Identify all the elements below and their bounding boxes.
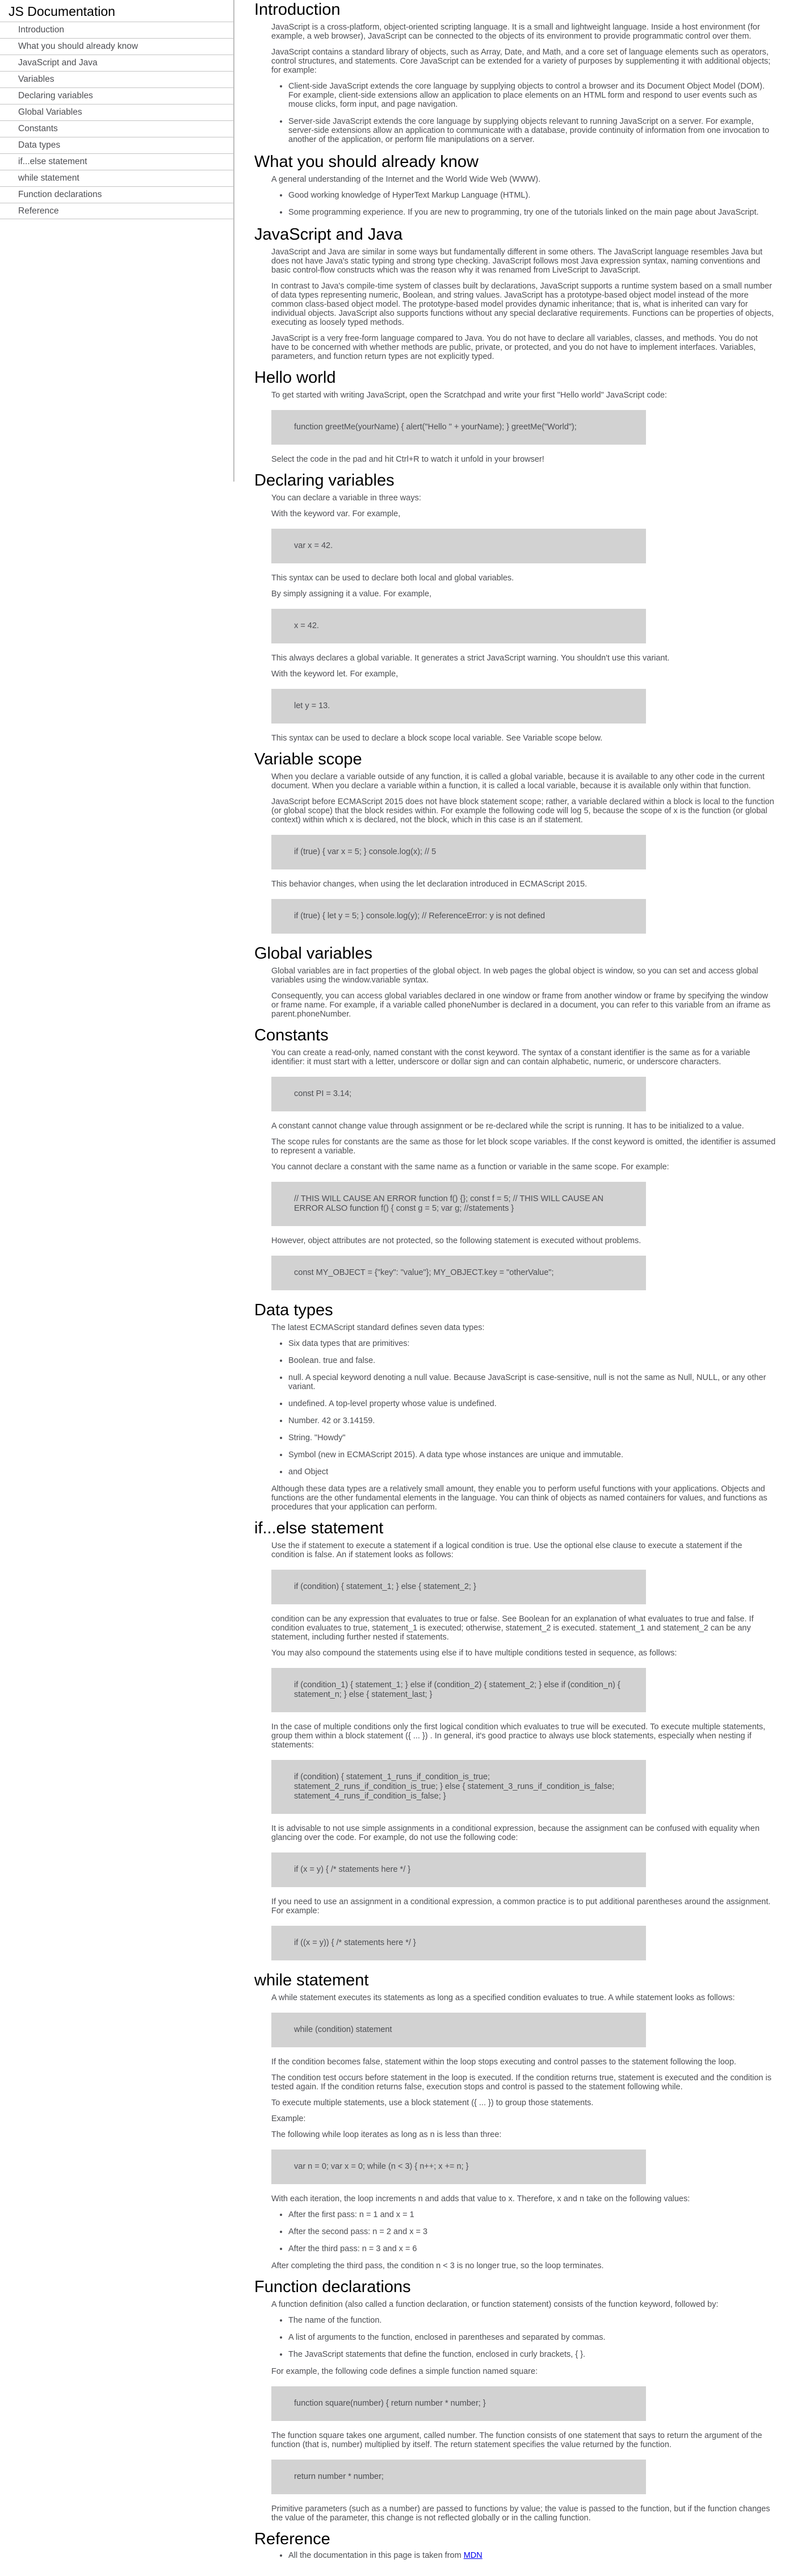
- paragraph: The condition test occurs before statement in the loop is executed. If the condition returns true, statement is executed and the condition is tested again. If the condition returns false, execution stops and control is passed to the statement following while.: [271, 2073, 771, 2092]
- paragraph: This syntax can be used to declare a block scope local variable. See Variable scope below.: [271, 734, 603, 743]
- paragraph: For example, the following code defines a simple function named square:: [271, 2367, 538, 2376]
- list-item: • String. "Howdy": [288, 1433, 777, 1442]
- list-item: • Server-side JavaScript extends the core language by supplying objects relevant to running JavaScript on a server. For example, server-side extensions allow an application to communicate with a database, provide continuity of information from one invocation to another of the application, or perform file manipulations on a server.: [288, 117, 777, 144]
- paragraph: JavaScript is a cross-platform, object-oriented scripting language. It is a small and lightweight language. Inside a host environment (for example, a web browser), JavaScript can be connected to the objects of its environment to provide programmatic control over them.: [271, 23, 760, 41]
- section-title: if...else statement: [254, 1519, 384, 1537]
- list-item: • The name of the function.: [288, 2316, 777, 2325]
- main-doc: [254, 0, 777, 2568]
- paragraph: Select the code in the pad and hit Ctrl+R to watch it unfold in your browser!: [271, 455, 544, 464]
- paragraph: Consequently, you can access global variables declared in one window or frame from another window or frame by specifying the window or frame name. For example, if a variable called phoneNumber is declared in a document, you can refer to this variable from an iframe as parent.phoneNumber.: [271, 992, 771, 1019]
- paragraph: To get started with writing JavaScript, open the Scratchpad and write your first "Hello world" JavaScript code:: [271, 391, 667, 400]
- nav-link-constants[interactable]: Constants: [0, 120, 233, 137]
- paragraph: This behavior changes, when using the let declaration introduced in ECMAScript 2015.: [271, 880, 588, 889]
- paragraph: JavaScript before ECMAScript 2015 does not have block statement scope; rather, a variable declared within a block is local to the function (or global scope) that the block resides within. For example the following code will log 5, because the scope of x is the function (or global context) within which x is declared, not the block, which in this case is an if statement.: [271, 797, 774, 825]
- list-item: • undefined. A top-level property whose value is undefined.: [288, 1399, 777, 1408]
- section-javascript-and-java: [254, 225, 777, 361]
- navbar: [0, 0, 234, 482]
- paragraph: In contrast to Java's compile-time system of classes built by declarations, JavaScript supports a runtime system based on a small number of data types representing numeric, Boolean, and string values. JavaScript has a prototype-based object model instead of the more common class-based object model. The prototype-based model provides dynamic inheritance; that is, what is inherited can vary for individual objects. JavaScript also supports functions without any special declarative requirements. Functions can be properties of objects, executing as loosely typed methods.: [271, 282, 774, 327]
- nav-link-javascript-and-java[interactable]: JavaScript and Java: [0, 55, 233, 71]
- section-function-declarations: [254, 2277, 777, 2523]
- section-title: Introduction: [254, 1, 341, 19]
- nav-list: [0, 22, 233, 219]
- paragraph: You may also compound the statements using else if to have multiple conditions tested in sequence, as follows:: [271, 1649, 677, 1658]
- paragraph: If you need to use an assignment in a conditional expression, a common practice is to put additional parentheses around the assignment. For example:: [271, 1897, 771, 1916]
- nav-link-variables[interactable]: Variables: [0, 71, 233, 87]
- list-item: • The JavaScript statements that define the function, enclosed in curly brackets, { }.: [288, 2350, 777, 2359]
- list-item: • After the third pass: n = 3 and x = 6: [288, 2244, 777, 2253]
- section-global-variables: [254, 944, 777, 1019]
- paragraph: With each iteration, the loop increments n and adds that value to x. Therefore, x and n take on the following values:: [271, 2194, 690, 2203]
- section-constants: [254, 1026, 777, 1290]
- paragraph: The following while loop iterates as long as n is less than three:: [271, 2130, 502, 2139]
- code-block: if (condition) { statement_1; } else { statement_2; }: [271, 1570, 646, 1604]
- bullet-list: [271, 1339, 777, 1477]
- paragraph: JavaScript and Java are similar in some ways but fundamentally different in some others. The JavaScript language resembles Java but does not have Java's static typing and strong type checking. JavaScript follows most Java expression syntax, naming conventions and basic control-flow constructs which was the reason why it was renamed from LiveScript to JavaScript.: [271, 248, 763, 275]
- bullet-list: [271, 2210, 777, 2253]
- code-block: if (true) { var x = 5; } console.log(x); // 5: [271, 835, 646, 869]
- paragraph: JavaScript is a very free-form language compared to Java. You do not have to declare all variables, classes, and methods. You do not have to be concerned with whether methods are public, private, or protected, and you do not have to implement interfaces. Variables, parameters, and function return types are not explicitly typed.: [271, 334, 758, 361]
- section-title: What you should already know: [254, 153, 479, 171]
- paragraph: JavaScript contains a standard library of objects, such as Array, Date, and Math, and a core set of language elements such as operators, control structures, and statements. Core JavaScript can be extended for a variety of purposes by supplementing it with additional objects; for example:: [271, 48, 771, 75]
- section-hello-world: [254, 368, 777, 464]
- code-block: function square(number) { return number * number; }: [271, 2386, 646, 2421]
- section-title: Constants: [254, 1026, 329, 1044]
- paragraph: Although these data types are a relatively small amount, they enable you to perform useful functions with your applications. Objects and functions are the other fundamental elements in the language. You can think of objects as named containers for values, and functions as procedures that your application can perform.: [271, 1484, 767, 1512]
- code-block: let y = 13.: [271, 689, 646, 724]
- nav-link-data-types[interactable]: Data types: [0, 137, 233, 153]
- section-reference: [254, 2529, 777, 2560]
- nav-link-global-variables[interactable]: Global Variables: [0, 104, 233, 120]
- list-item: • A list of arguments to the function, enclosed in parentheses and separated by commas.: [288, 2333, 777, 2342]
- code-block: if ((x = y)) { /* statements here */ }: [271, 1926, 646, 1960]
- paragraph: With the keyword var. For example,: [271, 509, 401, 518]
- paragraph: The latest ECMAScript standard defines seven data types:: [271, 1323, 485, 1332]
- list-item: • null. A special keyword denoting a null value. Because JavaScript is case-sensitive, null is not the same as Null, NULL, or any other variant.: [288, 1373, 777, 1391]
- nav-link-introduction[interactable]: Introduction: [0, 22, 233, 38]
- list-item: • Six data types that are primitives:: [288, 1339, 777, 1348]
- nav-link-if-else-statement[interactable]: if...else statement: [0, 153, 233, 170]
- paragraph: This always declares a global variable. It generates a strict JavaScript warning. You shouldn't use this variant.: [271, 654, 670, 663]
- nav-link-what-you-should-already-know[interactable]: What you should already know: [0, 38, 233, 55]
- section-while-statement: [254, 1971, 777, 2270]
- paragraph: Global variables are in fact properties of the global object. In web pages the global object is window, so you can set and access global variables using the window.variable syntax.: [271, 967, 758, 985]
- section-what-you-should-already-know: [254, 152, 777, 217]
- section-variable-scope: [254, 750, 777, 934]
- bullet-list: [271, 2551, 777, 2560]
- code-block: const PI = 3.14;: [271, 1077, 646, 1111]
- code-block: if (true) { let y = 5; } console.log(y); // ReferenceError: y is not defined: [271, 899, 646, 934]
- nav-link-while-statement[interactable]: while statement: [0, 170, 233, 186]
- list-item: • Good working knowledge of HyperText Markup Language (HTML).: [288, 191, 777, 200]
- nav-link-declaring-variables[interactable]: Declaring variables: [0, 87, 233, 104]
- paragraph: Example:: [271, 2114, 306, 2123]
- paragraph: After completing the third pass, the condition n < 3 is no longer true, so the loop terminates.: [271, 2261, 604, 2270]
- paragraph: In the case of multiple conditions only the first logical condition which evaluates to true will be executed. To execute multiple statements, group them within a block statement ({ ... }) . In general, it's good practice to always use block statements, especially when nesting if statements:: [271, 1722, 766, 1750]
- list-item: • Client-side JavaScript extends the core language by supplying objects to control a browser and its Document Object Model (DOM). For example, client-side extensions allow an application to place elements on an HTML form and respond to user events such as mouse clicks, form input, and page navigation.: [288, 82, 777, 109]
- code-block: if (condition_1) { statement_1; } else if (condition_2) { statement_2; } else if (condition_n) { statement_n; } else { statement_last; }: [271, 1668, 646, 1712]
- code-block: function greetMe(yourName) { alert("Hello " + yourName); } greetMe("World");: [271, 410, 646, 445]
- section-title: Function declarations: [254, 2278, 411, 2296]
- code-block: var x = 42.: [271, 529, 646, 563]
- list-item: • Some programming experience. If you are new to programming, try one of the tutorials linked on the main page about JavaScript.: [288, 208, 777, 217]
- list-item: • After the second pass: n = 2 and x = 3: [288, 2227, 777, 2236]
- section-title: Global variables: [254, 944, 372, 963]
- code-block: if (x = y) { /* statements here */ }: [271, 1852, 646, 1887]
- paragraph: Use the if statement to execute a statement if a logical condition is true. Use the optional else clause to execute a statement if the condition is false. An if statement looks as follows:: [271, 1541, 742, 1559]
- section-title: Reference: [254, 2530, 330, 2548]
- bullet-list: [271, 191, 777, 217]
- bullet-list: [271, 2316, 777, 2359]
- list-item: • Number. 42 or 3.14159.: [288, 1416, 777, 1425]
- list-item: • Symbol (new in ECMAScript 2015). A data type whose instances are unique and immutable.: [288, 1450, 777, 1460]
- section-introduction: [254, 0, 777, 144]
- list-item: [288, 2551, 777, 2560]
- nav-link-reference[interactable]: Reference: [0, 203, 233, 219]
- code-block: // THIS WILL CAUSE AN ERROR function f() {}; const f = 5; // THIS WILL CAUSE AN ERROR ALSO function f() { const g = 5; var g; //statements }: [271, 1182, 646, 1226]
- paragraph: However, object attributes are not protected, so the following statement is executed without problems.: [271, 1236, 641, 1245]
- code-block: const MY_OBJECT = {"key": "value"}; MY_OBJECT.key = "otherValue";: [271, 1256, 646, 1290]
- code-block: if (condition) { statement_1_runs_if_condition_is_true; statement_2_runs_if_condition_is_true; } else { statement_3_runs_if_condition_is_false; statement_4_runs_if_condition_is_false; }: [271, 1760, 646, 1814]
- nav-link-function-declarations[interactable]: Function declarations: [0, 186, 233, 203]
- section-title: Variable scope: [254, 750, 362, 768]
- section-title: Data types: [254, 1301, 333, 1319]
- navbar-title: JS Documentation: [9, 4, 115, 19]
- section-declaring-variables: [254, 471, 777, 743]
- paragraph: If the condition becomes false, statement within the loop stops executing and control passes to the statement following the loop.: [271, 2058, 736, 2067]
- paragraph: By simply assigning it a value. For example,: [271, 589, 432, 599]
- section-data-types: [254, 1300, 777, 1512]
- section-title: while statement: [254, 1971, 369, 1989]
- section-title: JavaScript and Java: [254, 225, 403, 244]
- section-title: Hello world: [254, 369, 336, 387]
- reference-text: All the documentation in this page is taken from: [288, 2551, 464, 2560]
- paragraph: A general understanding of the Internet and the World Wide Web (WWW).: [271, 175, 541, 184]
- code-block: var n = 0; var x = 0; while (n < 3) { n++; x += n; }: [271, 2150, 646, 2184]
- paragraph: Primitive parameters (such as a number) are passed to functions by value; the value is passed to the function, but if the function changes the value of the parameter, this change is not reflected globally or in the calling function.: [271, 2504, 770, 2523]
- section-if-else-statement: [254, 1519, 777, 1960]
- paragraph: It is advisable to not use simple assignments in a conditional expression, because the assignment can be confused with equality when glancing over the code. For example, do not use the following code:: [271, 1824, 760, 1842]
- paragraph: The function square takes one argument, called number. The function consists of one statement that says to return the argument of the function (that is, number) multiplied by itself. The return statement specifies the value returned by the function.: [271, 2431, 762, 2449]
- paragraph: The scope rules for constants are the same as those for let block scope variables. If the const keyword is omitted, the identifier is assumed to represent a variable.: [271, 1138, 776, 1156]
- paragraph: You can declare a variable in three ways:: [271, 494, 421, 503]
- mdn-link[interactable]: MDN: [463, 2551, 482, 2560]
- code-block: return number * number;: [271, 2460, 646, 2494]
- paragraph: When you declare a variable outside of any function, it is called a global variable, because it is available to any other code in the current document. When you declare a variable within a function, it is called a local variable, because it is available only within that function.: [271, 772, 765, 791]
- list-item: • Boolean. true and false.: [288, 1356, 777, 1365]
- paragraph: condition can be any expression that evaluates to true or false. See Boolean for an explanation of what evaluates to true and false. If condition evaluates to true, statement_1 is executed; otherwise, statement_2 is executed. statement_1 and statement_2 can be any statement, including further nested if statements.: [271, 1615, 754, 1642]
- paragraph: A constant cannot change value through assignment or be re-declared while the script is running. It has to be initialized to a value.: [271, 1122, 744, 1131]
- list-item: • After the first pass: n = 1 and x = 1: [288, 2210, 777, 2219]
- bullet-list: [271, 82, 777, 144]
- section-title: Declaring variables: [254, 471, 395, 490]
- paragraph: This syntax can be used to declare both local and global variables.: [271, 574, 514, 583]
- paragraph: You cannot declare a constant with the same name as a function or variable in the same scope. For example:: [271, 1162, 669, 1172]
- paragraph: A function definition (also called a function declaration, or function statement) consists of the function keyword, followed by:: [271, 2300, 719, 2309]
- code-block: x = 42.: [271, 609, 646, 643]
- paragraph: A while statement executes its statements as long as a specified condition evaluates to true. A while statement looks as follows:: [271, 1993, 735, 2002]
- paragraph: You can create a read-only, named constant with the const keyword. The syntax of a constant identifier is the same as for a variable identifier: it must start with a letter, underscore or dollar sign and can contain alphabetic, numeric, or underscore characters.: [271, 1048, 750, 1067]
- code-block: while (condition) statement: [271, 2013, 646, 2047]
- list-item: • and Object: [288, 1467, 777, 1477]
- paragraph: To execute multiple statements, use a block statement ({ ... }) to group those statements.: [271, 2098, 594, 2107]
- paragraph: With the keyword let. For example,: [271, 670, 398, 679]
